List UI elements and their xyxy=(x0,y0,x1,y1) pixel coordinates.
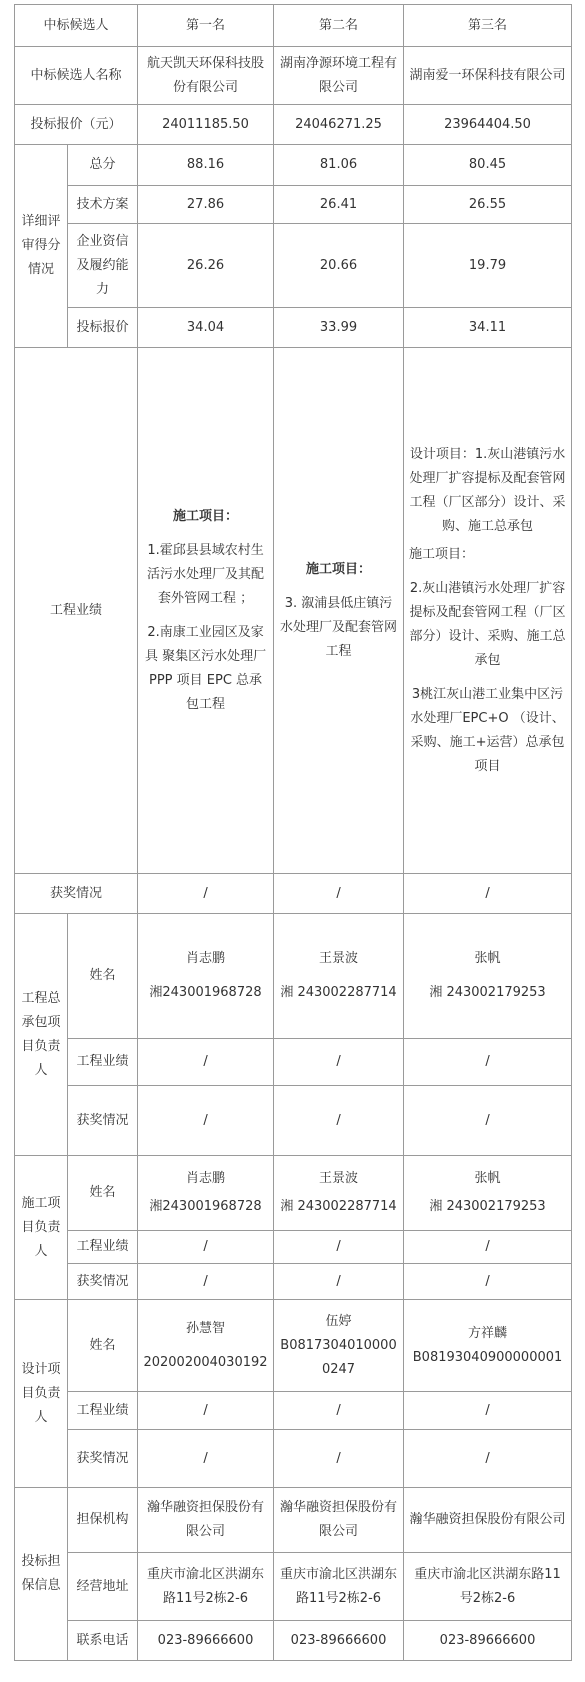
construction-manager-award-1: / xyxy=(138,1264,274,1300)
guarantee-group-label: 投标担保信息 xyxy=(15,1488,68,1661)
design-manager-cert-1: 202002004030192 xyxy=(143,1354,268,1370)
score-row-price xyxy=(15,308,572,348)
design-manager-perf-row xyxy=(15,1392,572,1430)
score-credit-1: 26.26 xyxy=(138,224,274,308)
score-label-tech: 技术方案 xyxy=(68,186,138,224)
gc-manager-name-label: 姓名 xyxy=(68,914,138,1039)
guarantee-addr-label: 经营地址 xyxy=(68,1553,138,1621)
construction-manager-award-3: / xyxy=(404,1264,572,1300)
design-manager-award-label: 获奖情况 xyxy=(68,1430,138,1488)
construction-manager-2 xyxy=(274,1156,404,1231)
gc-manager-award-1: / xyxy=(138,1086,274,1156)
design-manager-perf-1: / xyxy=(138,1392,274,1430)
awards-row xyxy=(15,874,572,914)
rank-3: 第三名 xyxy=(404,5,572,47)
gc-manager-award-2: / xyxy=(274,1086,404,1156)
design-manager-name-2: 伍婷 xyxy=(325,1313,352,1329)
performance-3-item-3: 3桃江灰山港工业集中区污水处理厂EPC+O （设计、采购、施工+运营）总承包项目 xyxy=(410,686,565,774)
construction-manager-award-label: 获奖情况 xyxy=(68,1264,138,1300)
performance-3 xyxy=(404,348,572,874)
construction-manager-cert-2: 湘 243002287714 xyxy=(280,1199,397,1214)
design-manager-group-label: 设计项目负责人 xyxy=(15,1300,68,1488)
guarantee-addr-1: 重庆市渝北区洪湖东路11号2栋2-6 xyxy=(138,1553,274,1621)
score-price-2: 33.99 xyxy=(274,308,404,348)
construction-manager-perf-label: 工程业绩 xyxy=(68,1231,138,1264)
design-manager-2 xyxy=(274,1300,404,1392)
candidate-name-2: 湖南净源环境工程有限公司 xyxy=(274,47,404,105)
performance-1-item-2: 2.南康工业园区及家具 聚集区污水处理厂 PPP 项目 EPC 总承包工程 xyxy=(144,624,267,712)
construction-manager-name-1: 肖志鹏 xyxy=(186,1171,226,1186)
gc-manager-cert-3: 湘 243002179253 xyxy=(429,985,546,1000)
design-manager-name-label: 姓名 xyxy=(68,1300,138,1392)
design-manager-perf-3: / xyxy=(404,1392,572,1430)
construction-manager-group-label: 施工项目负责人 xyxy=(15,1156,68,1300)
performance-2 xyxy=(274,348,404,874)
candidate-name-label: 中标候选人名称 xyxy=(15,47,138,105)
score-label-total: 总分 xyxy=(68,145,138,186)
gc-manager-name-3: 张帆 xyxy=(474,951,501,966)
score-label-credit: 企业资信及履约能力 xyxy=(68,224,138,308)
awards-1: / xyxy=(138,874,274,914)
bid-price-3: 23964404.50 xyxy=(404,105,572,145)
performance-3-item-2: 2.灰山港镇污水处理厂扩容提标及配套管网工程（厂区部分）设计、采购、施工总承包 xyxy=(409,580,566,668)
gc-manager-group-label: 工程总承包项目负责人 xyxy=(15,914,68,1156)
construction-manager-perf-3: / xyxy=(404,1231,572,1264)
gc-manager-cert-2: 湘 243002287714 xyxy=(280,985,397,1000)
gc-manager-award-row xyxy=(15,1086,572,1156)
gc-manager-perf-1: / xyxy=(138,1039,274,1086)
gc-manager-perf-3: / xyxy=(404,1039,572,1086)
construction-manager-name-label: 姓名 xyxy=(68,1156,138,1231)
guarantee-phone-2: 023-89666600 xyxy=(274,1621,404,1661)
score-price-1: 34.04 xyxy=(138,308,274,348)
performance-2-title: 施工项目： xyxy=(306,561,372,577)
design-manager-3 xyxy=(404,1300,572,1392)
guarantee-org-2: 瀚华融资担保股份有限公司 xyxy=(274,1488,404,1553)
performance-1-item-1: 1.霍邱县县域农村生活污水处理厂及其配套外管网工程 ； xyxy=(147,542,265,606)
bid-price-row xyxy=(15,105,572,145)
design-manager-award-2: / xyxy=(274,1430,404,1488)
construction-manager-name-2: 王景波 xyxy=(319,1171,359,1186)
gc-manager-award-label: 获奖情况 xyxy=(68,1086,138,1156)
design-manager-cert-2: B08173040100000247 xyxy=(280,1337,397,1377)
construction-manager-award-2: / xyxy=(274,1264,404,1300)
design-manager-award-1: / xyxy=(138,1430,274,1488)
score-tech-2: 26.41 xyxy=(274,186,404,224)
construction-manager-perf-1: / xyxy=(138,1231,274,1264)
rank-2: 第二名 xyxy=(274,5,404,47)
awards-2: / xyxy=(274,874,404,914)
performance-1-title: 施工项目： xyxy=(173,508,239,524)
score-tech-3: 26.55 xyxy=(404,186,572,224)
guarantee-phone-row xyxy=(15,1621,572,1661)
awards-label: 获奖情况 xyxy=(15,874,138,914)
design-manager-award-3: / xyxy=(404,1430,572,1488)
score-tech-1: 27.86 xyxy=(138,186,274,224)
gc-manager-1 xyxy=(138,914,274,1039)
bid-result-table xyxy=(14,4,572,1661)
guarantee-addr-row xyxy=(15,1553,572,1621)
performance-3-design: 设计项目：1.灰山港镇污水处理厂扩容提标及配套管网工程（厂区部分）设计、采购、施工总承包 xyxy=(409,446,566,534)
construction-manager-cert-3: 湘 243002179253 xyxy=(429,1199,546,1214)
gc-manager-name-row xyxy=(15,914,572,1039)
gc-manager-award-3: / xyxy=(404,1086,572,1156)
design-manager-perf-label: 工程业绩 xyxy=(68,1392,138,1430)
rank-1: 第一名 xyxy=(138,5,274,47)
guarantee-org-1: 瀚华融资担保股份有限公司 xyxy=(138,1488,274,1553)
gc-manager-perf-row xyxy=(15,1039,572,1086)
design-manager-cert-3: B08193040900000001 xyxy=(412,1349,563,1365)
construction-manager-cert-1: 湘243001968728 xyxy=(149,1199,262,1214)
construction-manager-1 xyxy=(138,1156,274,1231)
guarantee-phone-label: 联系电话 xyxy=(68,1621,138,1661)
score-credit-2: 20.66 xyxy=(274,224,404,308)
score-total-2: 81.06 xyxy=(274,145,404,186)
design-manager-name-row xyxy=(15,1300,572,1392)
guarantee-phone-3: 023-89666600 xyxy=(404,1621,572,1661)
performance-1 xyxy=(138,348,274,874)
score-group-label: 详细评审得分情况 xyxy=(15,145,68,348)
score-price-3: 34.11 xyxy=(404,308,572,348)
performance-label: 工程业绩 xyxy=(15,348,138,874)
gc-manager-3 xyxy=(404,914,572,1039)
gc-manager-name-1: 肖志鹏 xyxy=(186,951,226,966)
construction-manager-perf-row xyxy=(15,1231,572,1264)
guarantee-addr-3: 重庆市渝北区洪湖东路11号2栋2-6 xyxy=(404,1553,572,1621)
gc-manager-perf-2: / xyxy=(274,1039,404,1086)
design-manager-perf-2: / xyxy=(274,1392,404,1430)
bid-price-2: 24046271.25 xyxy=(274,105,404,145)
performance-row xyxy=(15,348,572,874)
gc-manager-perf-label: 工程业绩 xyxy=(68,1039,138,1086)
candidate-name-row xyxy=(15,47,572,105)
guarantee-org-row xyxy=(15,1488,572,1553)
design-manager-award-row xyxy=(15,1430,572,1488)
construction-manager-name-row xyxy=(15,1156,572,1231)
score-row-credit xyxy=(15,224,572,308)
score-credit-3: 19.79 xyxy=(404,224,572,308)
construction-manager-perf-2: / xyxy=(274,1231,404,1264)
score-row-tech xyxy=(15,186,572,224)
candidate-name-3: 湖南爱一环保科技有限公司 xyxy=(404,47,572,105)
candidate-name-1: 航天凯天环保科技股份有限公司 xyxy=(138,47,274,105)
construction-manager-name-3: 张帆 xyxy=(474,1171,501,1186)
header-row xyxy=(15,5,572,47)
gc-manager-cert-1: 湘243001968728 xyxy=(149,985,262,1000)
guarantee-phone-1: 023-89666600 xyxy=(138,1621,274,1661)
awards-3: / xyxy=(404,874,572,914)
design-manager-name-1: 孙慧智 xyxy=(186,1320,226,1336)
construction-manager-award-row xyxy=(15,1264,572,1300)
performance-2-item-1: 3. 溆浦县低庄镇污水处理厂及配套管网工程 xyxy=(280,595,398,659)
design-manager-1 xyxy=(138,1300,274,1392)
score-total-3: 80.45 xyxy=(404,145,572,186)
score-row-total xyxy=(15,145,572,186)
bid-price-1: 24011185.50 xyxy=(138,105,274,145)
gc-manager-2 xyxy=(274,914,404,1039)
guarantee-org-label: 担保机构 xyxy=(68,1488,138,1553)
score-label-price: 投标报价 xyxy=(68,308,138,348)
performance-3-construction: 施工项目： xyxy=(409,546,475,562)
guarantee-org-3: 瀚华融资担保股份有限公司 xyxy=(404,1488,572,1553)
gc-manager-name-2: 王景波 xyxy=(319,951,359,966)
bid-price-label: 投标报价（元） xyxy=(15,105,138,145)
construction-manager-3 xyxy=(404,1156,572,1231)
guarantee-addr-2: 重庆市渝北区洪湖东路11号2栋2-6 xyxy=(274,1553,404,1621)
score-total-1: 88.16 xyxy=(138,145,274,186)
header-label: 中标候选人 xyxy=(15,5,138,47)
design-manager-name-3: 方祥麟 xyxy=(468,1325,508,1341)
